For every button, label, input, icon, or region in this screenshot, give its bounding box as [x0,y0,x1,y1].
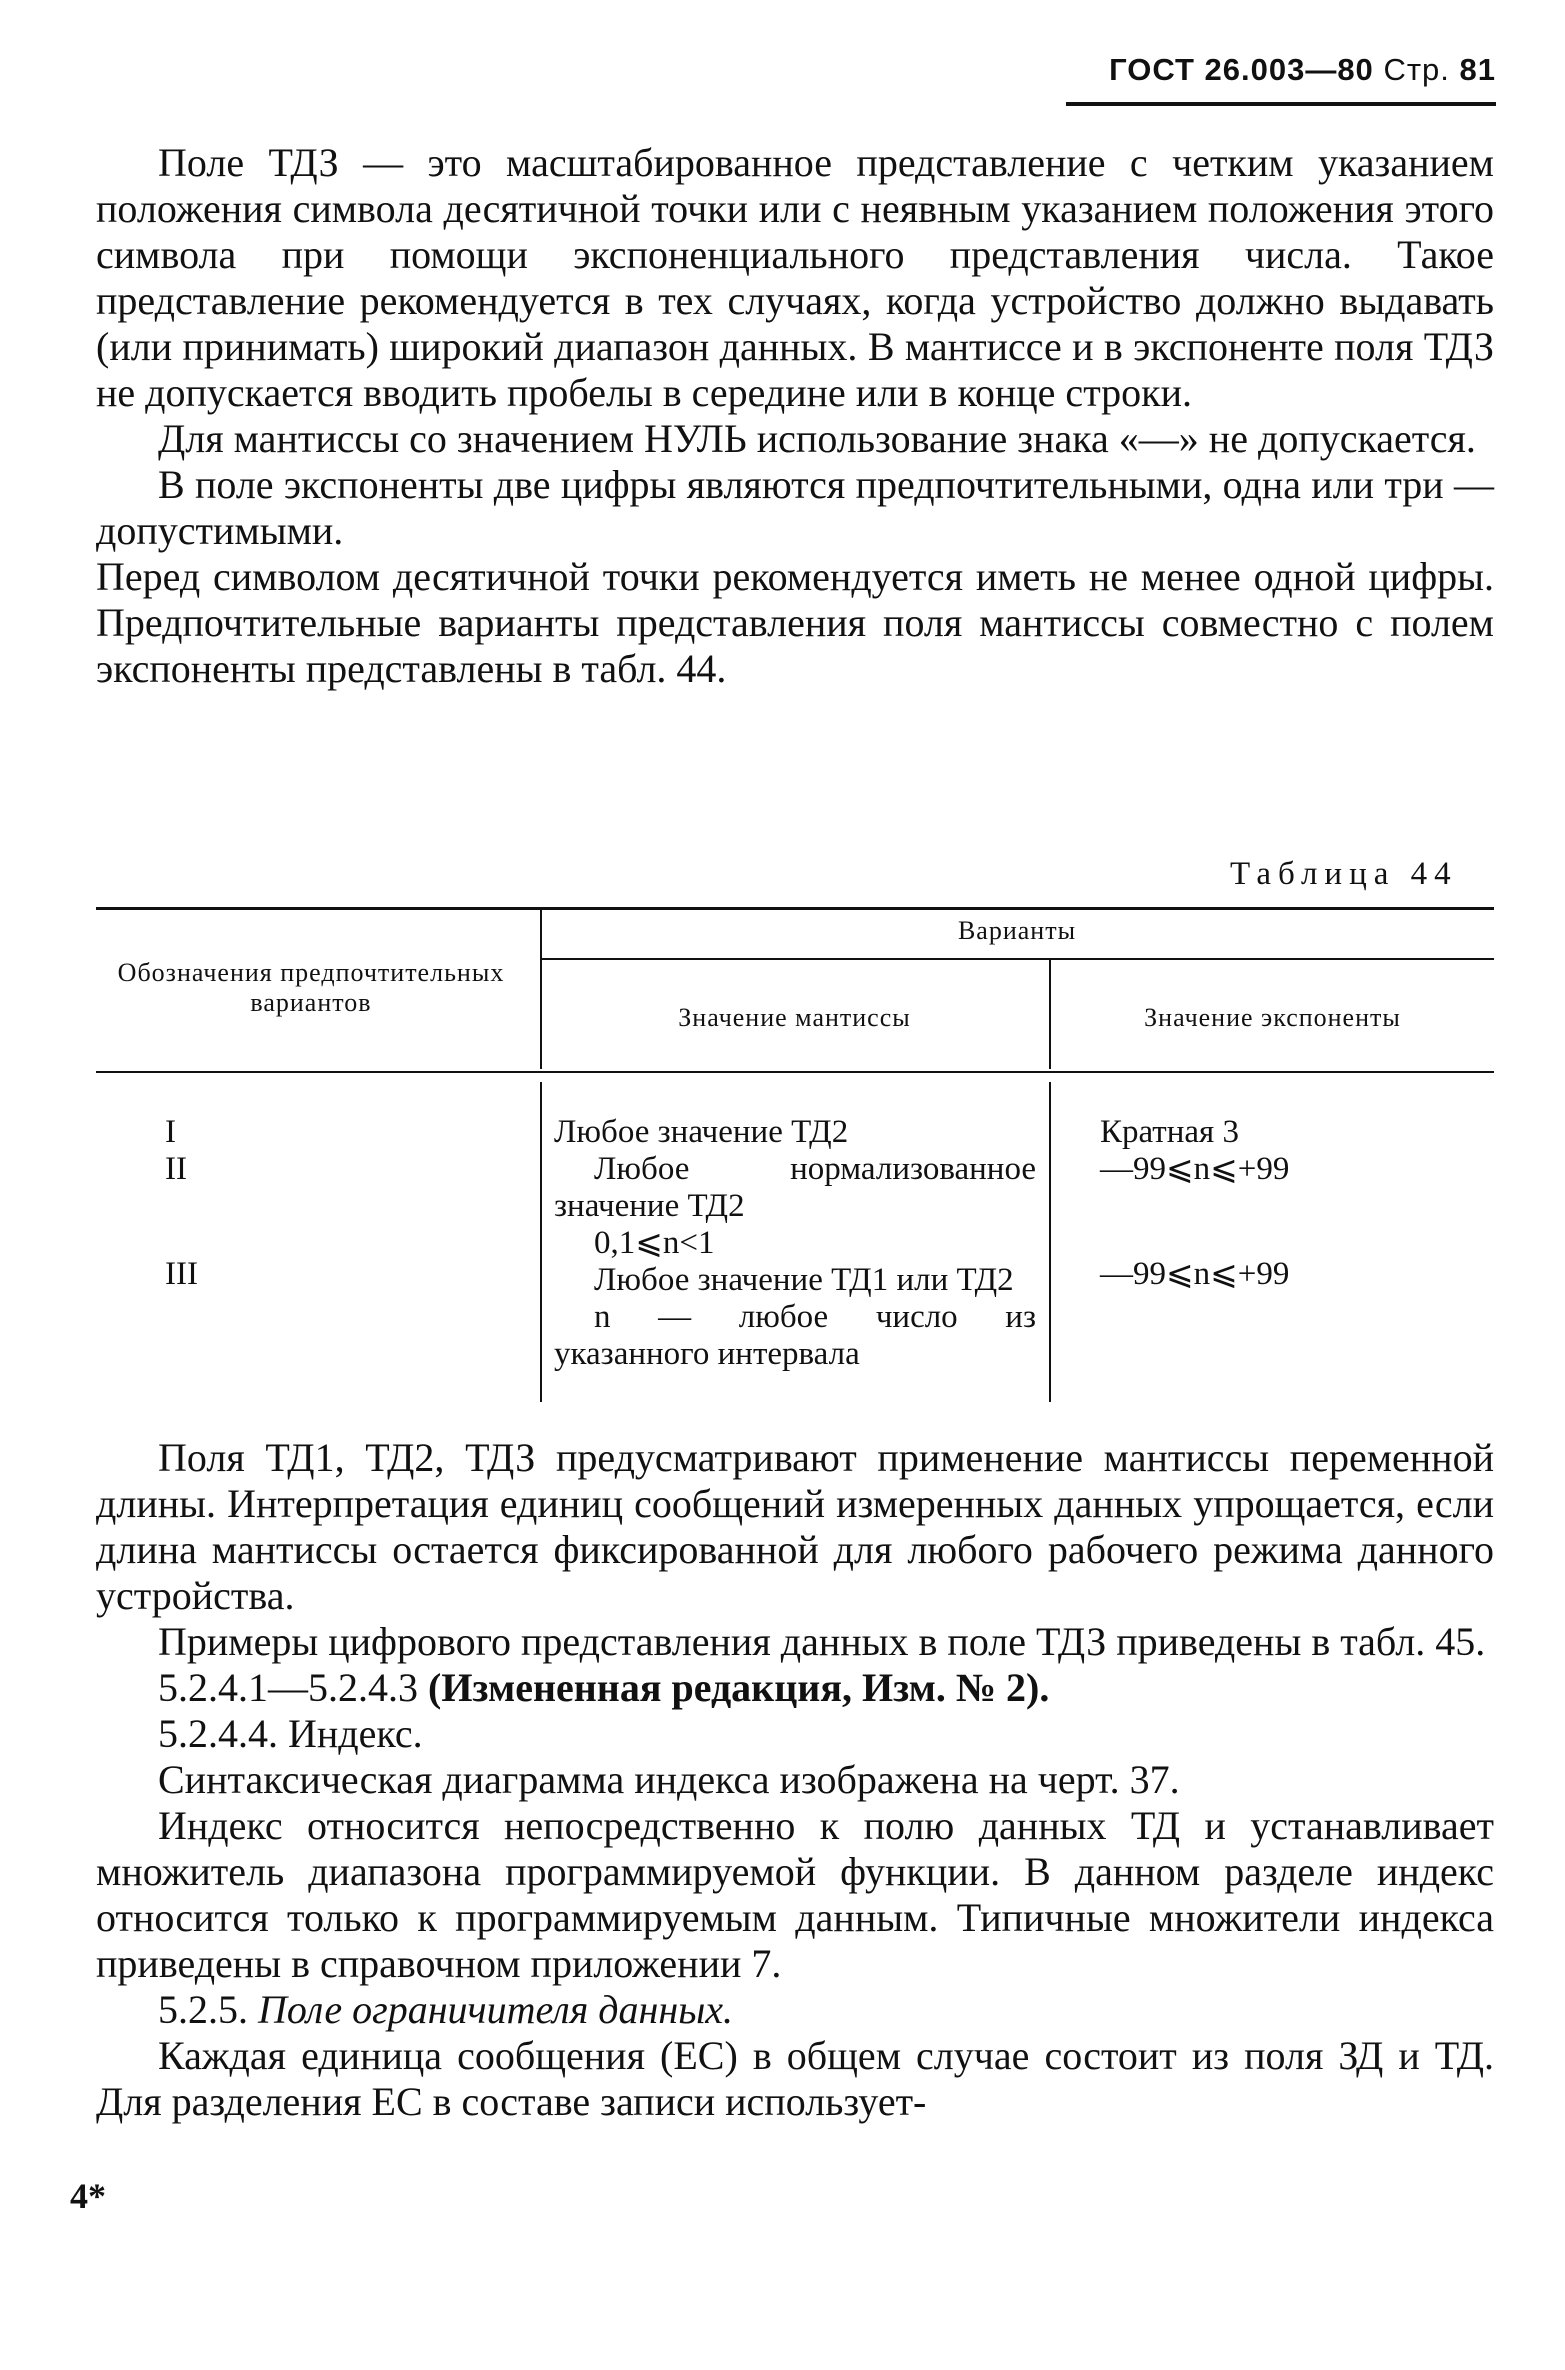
paragraph: В поле экспоненты две цифры являются предпочтительными, одна или три — допустимыми. [96,462,1494,553]
row-exponent: —99⩽n⩽+99 [1100,1256,1290,1292]
row-exponent: —99⩽n⩽+99 [1100,1151,1290,1187]
row-designation: I [165,1114,176,1150]
amendment-note [96,1665,1494,1711]
standard-number: ГОСТ 26.003—80 [1109,52,1374,87]
paragraph: Индекс относится непосредственно к полю данных ТД и устанавливает множитель диапазона программируемой функции. В данном разделе индекс относится только к программируемым данным. Типичные множители индекса приведены в справочном приложении 7. [96,1803,1494,1986]
section-heading [96,1987,1494,2033]
mantissa-line: 0,1⩽n<1 [594,1225,715,1261]
paragraph: Перед символом десятичной точки рекомендуется иметь не менее одной цифры. Предпочтительные варианты представления поля мантиссы совместно с полем экспоненты представлены в табл. 44. [96,554,1494,691]
mantissa-line: n — любое число из указанного интервала [554,1299,1036,1372]
section-number: 5.2.4.1—5.2.4.3 [158,1665,418,1710]
paragraph: Примеры цифрового представления данных в поле ТДЗ приведены в табл. 45. [158,1619,1486,1664]
header-mantissa: Значение мантиссы [678,1003,911,1032]
table-top-rule [96,907,1494,910]
table-column-divider [540,1082,542,1402]
section-title: Поле ограничителя данных. [258,1987,734,2032]
amendment-text: (Измененная редакция, Изм. № 2). [428,1665,1050,1710]
page-footer-mark: 4* [70,2176,106,2216]
intro-text [96,140,1494,692]
page-number: 81 [1459,52,1496,87]
row-mantissa [554,1114,1036,1373]
page-header [1066,52,1496,106]
paragraph: Поля ТД1, ТД2, ТДЗ предусматривают применение мантиссы переменной длины. Интерпретация единиц сообщений измеренных данных упрощается, если длина мантиссы остается фиксированной для любого рабочего режима данного устройства. [96,1435,1494,1618]
paragraph: Синтаксическая диаграмма индекса изображена на черт. 37. [158,1757,1180,1802]
table-column-divider [1049,1082,1051,1402]
paragraph: Каждая единица сообщения (ЕС) в общем случае состоит из поля ЗД и ТД. Для разделения ЕС в составе записи использует- [96,2033,1494,2124]
page-label: Стр. [1383,52,1450,87]
section-number: 5.2.5. [158,1987,248,2032]
row-exponent: Кратная 3 [1100,1114,1239,1150]
section-heading: 5.2.4.4. Индекс. [158,1711,423,1756]
body-text-lower [96,1435,1494,2125]
table-subheader-rule [540,958,1494,960]
header-exponent: Значение экспоненты [1144,1003,1401,1032]
mantissa-line: Любое нормализованное значение ТД2 [554,1151,1036,1224]
header-variants: Варианты [957,916,1077,945]
mantissa-line: Любое значение ТД2 [554,1114,849,1150]
row-designation: III [165,1256,198,1292]
table-caption: Таблица 44 [1230,856,1458,892]
table-header-rule [96,1071,1494,1073]
header-designations: Обозначения предпочтительных вариантов [117,958,505,1017]
paragraph: Поле ТДЗ — это масштабированное представление с четким указанием положения символа десятичной точки или с неявным указанием положения этого символа при помощи экспоненциального представления числа. Такое представление рекомендуется в тех случаях, когда устройство должно выдавать (или принимать) широкий диапазон данных. В мантиссе и в экспоненте поля ТДЗ не допускается вводить пробелы в середине или в конце строки. [96,140,1494,415]
row-designation: II [165,1151,187,1187]
mantissa-line: Любое значение ТД1 или ТД2 [594,1262,1014,1298]
paragraph: Для мантиссы со значением НУЛЬ использование знака «—» не допускается. [158,416,1476,461]
